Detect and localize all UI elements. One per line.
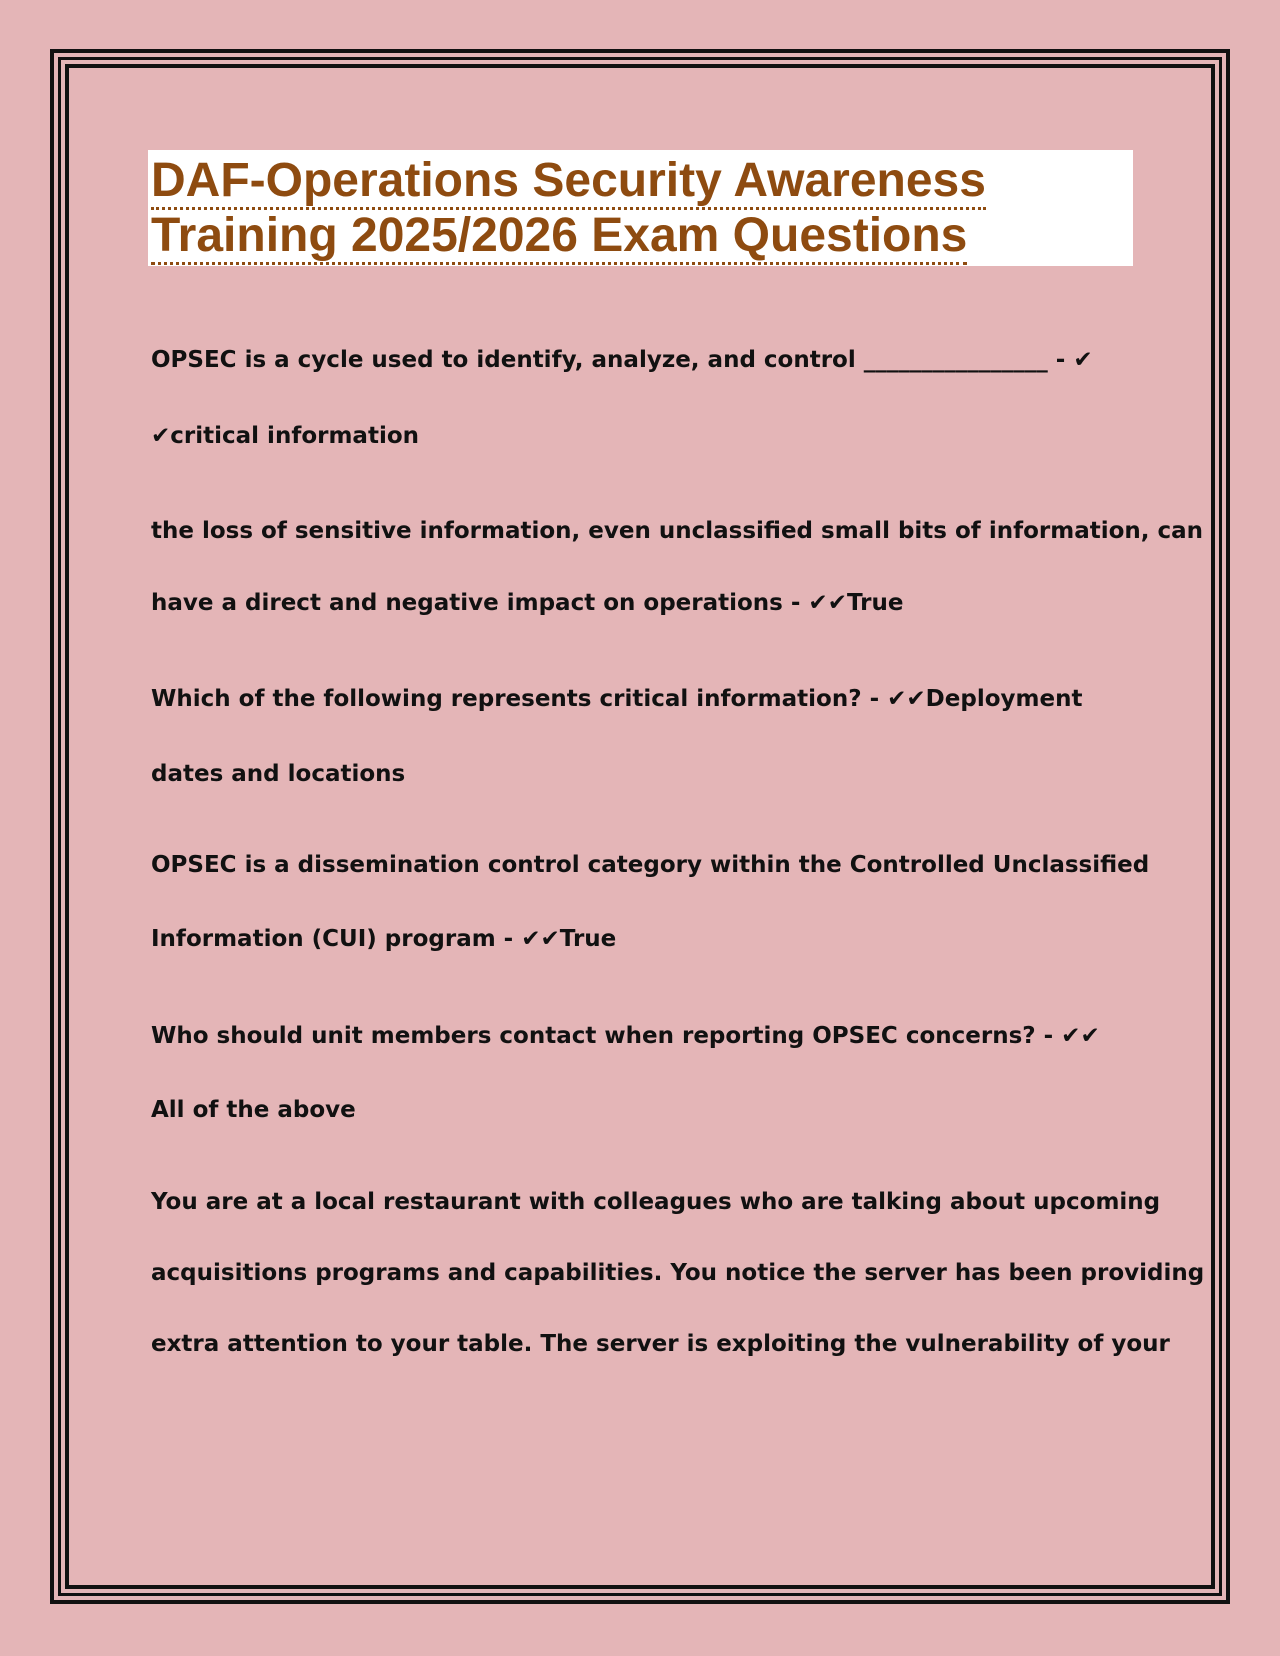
question-2-line-2: have a direct and negative impact on operations - ✔✔True [151,590,904,616]
question-4-line-2: Information (CUI) program - ✔✔True [151,926,617,952]
answer-5: All of the above [151,1097,356,1123]
question-4-line-1: OPSEC is a dissemination control category within the Controlled Unclassified [151,852,1150,878]
document-title [148,150,1133,266]
answer-3: dates and locations [151,761,406,787]
question-6-line-2: acquisitions programs and capabilities. You notice the server has been providing [151,1260,1205,1286]
question-6-line-3: extra attention to your table. The server is exploiting the vulnerability of your [151,1331,1170,1357]
question-5-line-1: Who should unit members contact when reporting OPSEC concerns? - ✔✔ [151,1023,1100,1049]
question-1-line-1: OPSEC is a cycle used to identify, analyze, and control ________________ - ✔ [151,347,1093,373]
title-line-2: Training 2025/2026 Exam Questions [151,208,1133,263]
answer-1: ✔critical information [151,423,420,449]
question-6-line-1: You are at a local restaurant with colleagues who are talking about upcoming [151,1189,1161,1215]
title-line-1: DAF-Operations Security Awareness [151,153,1133,208]
question-3-line-1: Which of the following represents critical information? - ✔✔Deployment [151,686,1083,712]
question-2-line-1: the loss of sensitive information, even unclassified small bits of information, can [151,518,1204,544]
